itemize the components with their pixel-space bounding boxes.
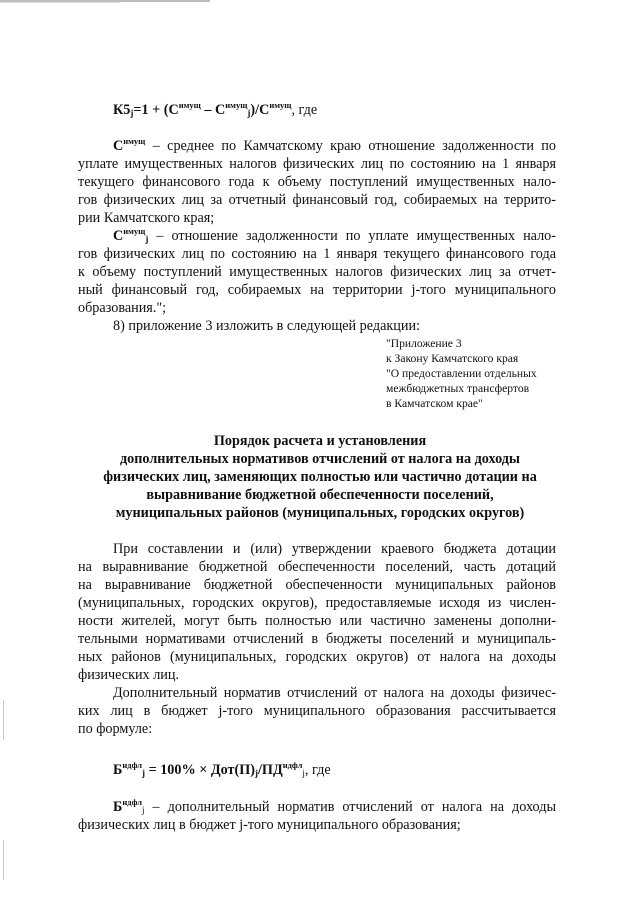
definition-c-avg-line-4: гов физических лиц за отчетный финансовый год, собираемых на террито- bbox=[78, 192, 556, 208]
definition-b-line-2: физических лиц в бюджет j-того муниципального образования; bbox=[78, 817, 461, 833]
definition-c-avg-line-5: рии Камчатского края; bbox=[78, 210, 215, 226]
paragraph-1-line-3: на выравнивание бюджетной обеспеченности муниципальных районов bbox=[78, 577, 556, 593]
item-8: 8) приложение 3 изложить в следующей редакции: bbox=[113, 318, 421, 334]
scan-top-edge-mark-2 bbox=[0, 2, 120, 3]
title-line-2: дополнительных нормативов отчислений от налога на доходы bbox=[119, 451, 521, 467]
appendix-header-line-4: межбюджетных трансфертов bbox=[386, 382, 530, 395]
title-line-5: муниципальных районов (муниципальных, городских округов) bbox=[115, 505, 525, 521]
definition-c-j-line-4: ный финансовый год, собираемых на территории j-того муниципального bbox=[78, 282, 556, 298]
paragraph-1-line-8: физических лиц. bbox=[78, 667, 180, 683]
title-line-3: физических лиц, заменяющих полностью или частично дотации на bbox=[103, 469, 537, 485]
appendix-header-line-2: к Закону Камчатского края bbox=[386, 352, 519, 365]
formula-b: $Б^{ндфл}_j = 100\% \times Дот(П)_j/ПД^{ндфл}_j$, где bbox=[113, 760, 331, 778]
paragraph-2-line-1: Дополнительный норматив отчислений от налога на доходы физичес- bbox=[113, 685, 556, 701]
definition-b-line-1: $Б^{ндфл}_j$ – дополнительный норматив отчислений от налога на доходы bbox=[113, 797, 556, 815]
appendix-header-line-3: "О предоставлении отдельных bbox=[386, 367, 537, 380]
paragraph-1-line-7: ных районов (муниципальных, городских округов) от налога на доходы bbox=[78, 649, 556, 665]
appendix-header-line-5: в Камчатском крае" bbox=[386, 397, 483, 410]
paragraph-1-line-5: ности жителей, могут быть полностью или частично заменены дополни- bbox=[78, 613, 556, 629]
definition-c-j-line-1: $С^{имущ}_j$ – отношение задолженности по уплате имущественных нало- bbox=[113, 226, 556, 244]
paragraph-1-line-6: тельными нормативами отчислений в бюджеты поселений и муниципаль- bbox=[78, 631, 556, 647]
paragraph-2-line-2: ких лиц в бюджет j-того муниципального образования рассчитывается bbox=[78, 703, 556, 719]
paragraph-2-line-3: по формуле: bbox=[78, 721, 153, 737]
definition-c-j-line-2: гов физических лиц по состоянию на 1 января текущего финансового года bbox=[78, 246, 556, 262]
paragraph-1-line-1: При составлении и (или) утверждении краевого бюджета дотации bbox=[113, 541, 556, 557]
definition-c-avg-line-1: $С^{имущ}$ – среднее по Камчатскому краю отношение задолженности по bbox=[113, 136, 556, 154]
title-line-4: выравнивание бюджетной обеспеченности поселений, bbox=[146, 487, 494, 503]
definition-c-j-line-5: образования."; bbox=[78, 300, 167, 316]
appendix-header-line-1: "Приложение 3 bbox=[386, 337, 462, 350]
scan-left-edge-mark bbox=[3, 700, 4, 740]
formula-k5: $К5_j=1 + (С^{имущ} - С^{имущ}_j)/С^{имущ}$, где bbox=[113, 100, 318, 118]
definition-c-avg-line-2: уплате имущественных налогов физических лиц по состоянию на 1 января bbox=[78, 156, 556, 172]
paragraph-1-line-2: на выравнивание бюджетной обеспеченности поселений, часть дотаций bbox=[78, 559, 556, 575]
paragraph-1-line-4: (муниципальных, городских округов), предоставляемые исходя из числен- bbox=[78, 595, 556, 611]
definition-c-avg-line-3: текущего финансового года к объему поступлений имущественных нало- bbox=[78, 174, 556, 190]
scan-left-edge-mark-2 bbox=[3, 840, 4, 880]
definition-c-j-line-3: к объему поступлений имущественных налогов физических лиц за отчет- bbox=[78, 264, 556, 280]
title-line-1: Порядок расчета и установления bbox=[213, 433, 427, 449]
